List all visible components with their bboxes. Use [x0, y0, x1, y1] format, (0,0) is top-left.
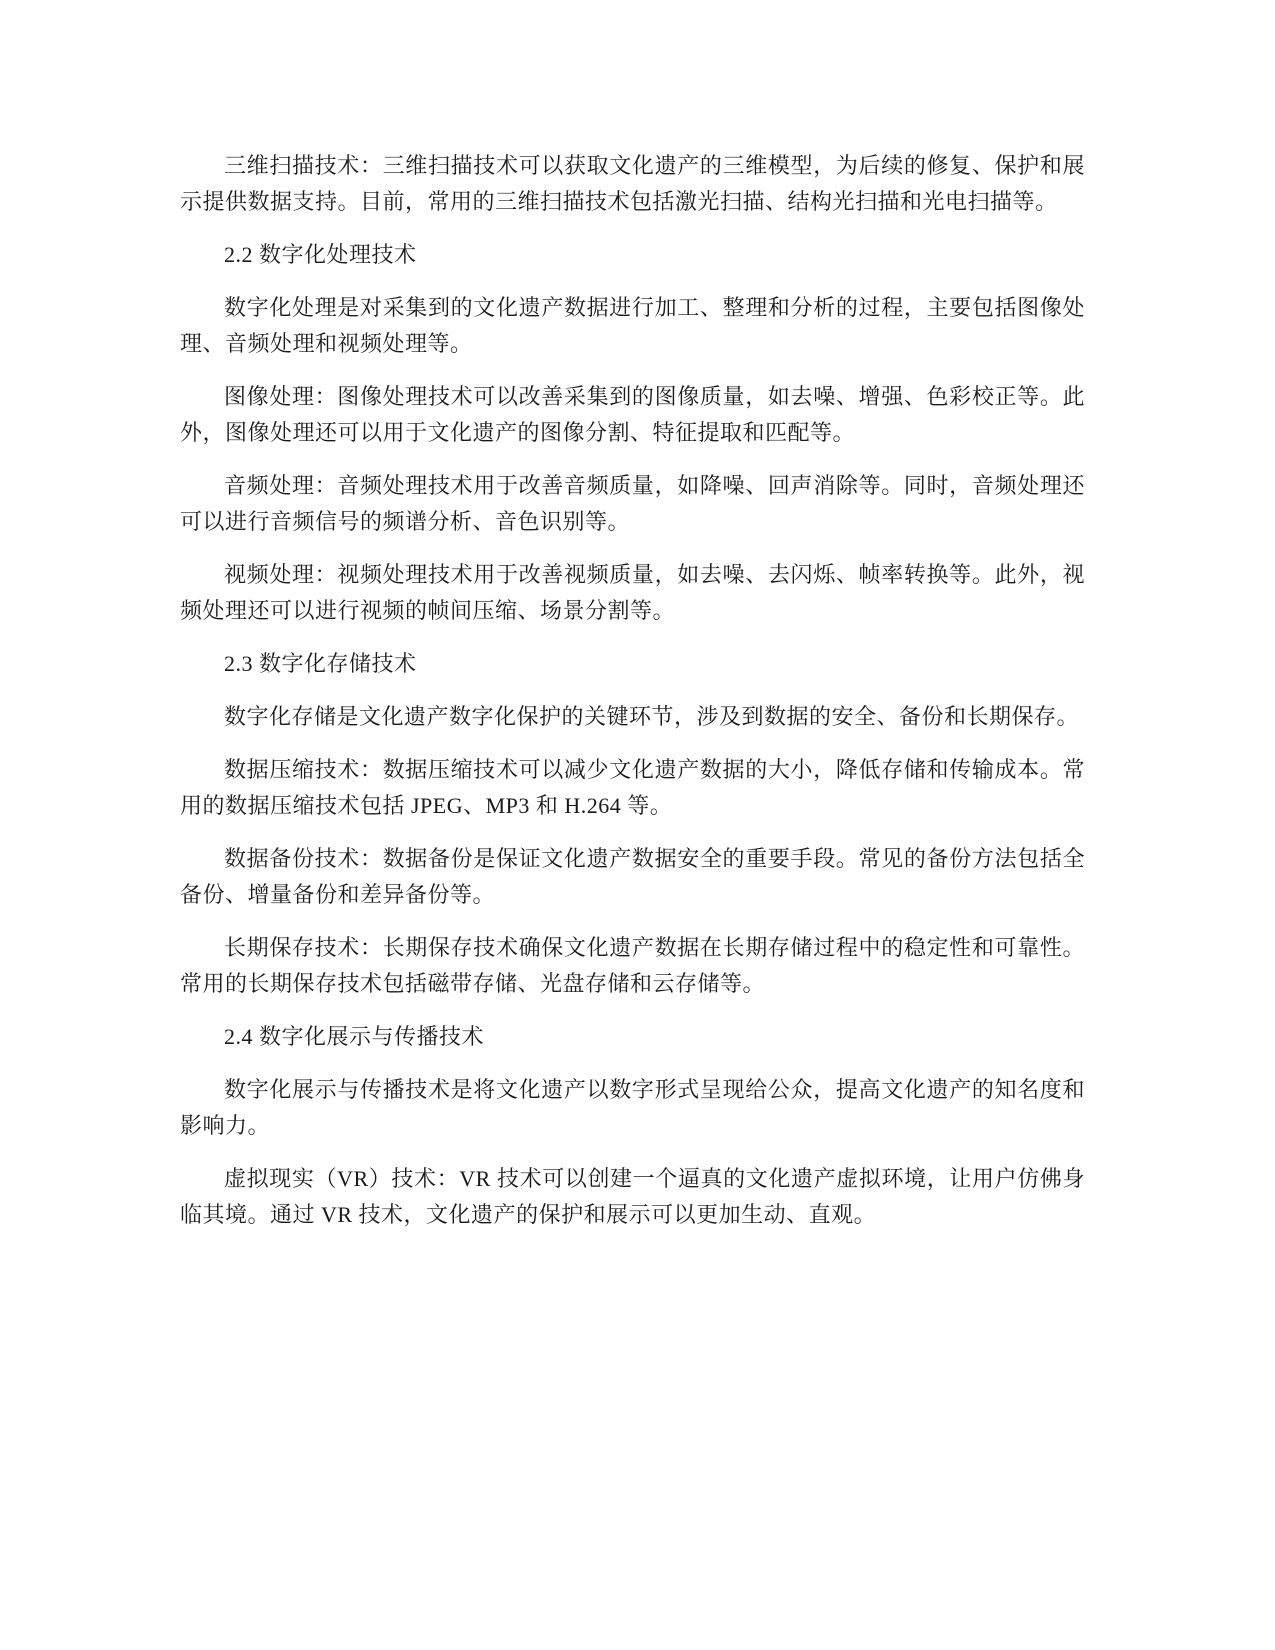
- paragraph-image-processing: 图像处理：图像处理技术可以改善采集到的图像质量，如去噪、增强、色彩校正等。此外，图像处理还可以用于文化遗产的图像分割、特征提取和匹配等。: [180, 384, 1085, 445]
- paragraph-vr-technology: 虚拟现实（VR）技术：VR 技术可以创建一个逼真的文化遗产虚拟环境，让用户仿佛身临其境。通过 VR 技术，文化遗产的保护和展示可以更加生动、直观。: [180, 1166, 1085, 1227]
- section-heading-2-3-digital-storage: 2.3 数字化存储技术: [224, 651, 417, 676]
- paragraph-display-dissemination-intro: 数字化展示与传播技术是将文化遗产以数字形式呈现给公众，提高文化遗产的知名度和影响力。: [180, 1077, 1085, 1138]
- paragraph-long-term-preservation: 长期保存技术：长期保存技术确保文化遗产数据在长期存储过程中的稳定性和可靠性。常用的长期保存技术包括磁带存储、光盘存储和云存储等。: [180, 935, 1085, 996]
- paragraph-digital-processing-intro: 数字化处理是对采集到的文化遗产数据进行加工、整理和分析的过程，主要包括图像处理、音频处理和视频处理等。: [180, 295, 1085, 356]
- paragraph-data-backup: 数据备份技术：数据备份是保证文化遗产数据安全的重要手段。常见的备份方法包括全备份、增量备份和差异备份等。: [180, 846, 1085, 907]
- paragraph-data-compression: 数据压缩技术：数据压缩技术可以减少文化遗产数据的大小，降低存储和传输成本。常用的数据压缩技术包括 JPEG、MP3 和 H.264 等。: [180, 757, 1085, 818]
- document-content: [180, 148, 1085, 1250]
- section-heading-2-4-display-dissemination: 2.4 数字化展示与传播技术: [224, 1024, 485, 1049]
- paragraph-3d-scanning: 三维扫描技术：三维扫描技术可以获取文化遗产的三维模型，为后续的修复、保护和展示提供数据支持。目前，常用的三维扫描技术包括激光扫描、结构光扫描和光电扫描等。: [180, 153, 1085, 214]
- section-heading-2-2-digital-processing: 2.2 数字化处理技术: [224, 242, 417, 267]
- paragraph-video-processing: 视频处理：视频处理技术用于改善视频质量，如去噪、去闪烁、帧率转换等。此外，视频处理还可以进行视频的帧间压缩、场景分割等。: [180, 562, 1085, 623]
- paragraph-digital-storage-intro: 数字化存储是文化遗产数字化保护的关键环节，涉及到数据的安全、备份和长期保存。: [224, 704, 1080, 729]
- paragraph-audio-processing: 音频处理：音频处理技术用于改善音频质量，如降噪、回声消除等。同时，音频处理还可以进行音频信号的频谱分析、音色识别等。: [180, 473, 1085, 534]
